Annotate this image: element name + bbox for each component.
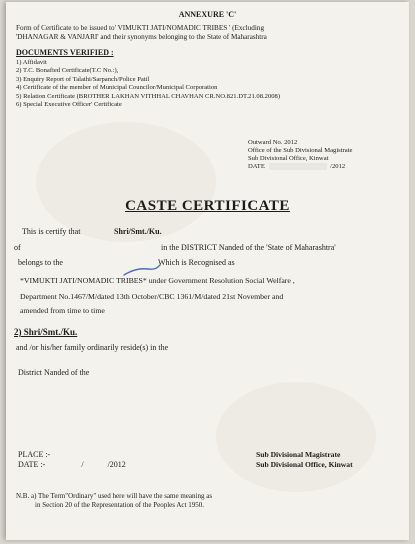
document-item: 6) Special Executive Officer' Certificate [16, 101, 122, 109]
recognised-text: Which is Recognised as [158, 258, 235, 267]
place-label: PLACE :- [18, 450, 51, 459]
note-line-2: in Section 20 of the Representation of the Peoples Act 1950. [35, 501, 204, 509]
department-line: Department No.1467/M/dated 13th October/CBC 1361/M/dated 21st November and [20, 292, 284, 301]
amended-line: amended from time to time [20, 306, 105, 315]
annexure-heading: ANNEXURE 'C' [178, 10, 237, 19]
document-item: 3) Enquiry Report of Talathi/Sarpanch/Police Patil [16, 75, 150, 83]
sdm-title: Sub Divisional Magistrate [256, 450, 341, 459]
sdm-office: Sub Divisional Office, Kinwat [256, 460, 353, 469]
district-nanded-text: District Nanded of the [18, 368, 90, 377]
format-line-2: 'DHANAGAR & VANJARI' and their synonyms belonging to the State of Maharashtra [16, 33, 267, 41]
certificate-page [6, 2, 409, 540]
document-item: 5) Relation Certificate (BROTHER LAKHAN VITHHAL CHAVHAN CR.NO.821.DT.21.08.2008) [16, 92, 281, 100]
documents-heading: DOCUMENTS VERIFIED : [16, 48, 114, 57]
document-item: 4) Certificate of the member of Municipal Councilor/Municipal Corporation [16, 84, 218, 92]
date-line [18, 460, 126, 470]
document-item: 2) T.C. Bonafied Certificate(T.C No.:), [16, 67, 119, 75]
date-label: DATE :- [18, 460, 46, 469]
document-item: 1) Affidavit [16, 59, 47, 66]
date-slash: / [81, 460, 84, 469]
paper-stain [216, 382, 376, 492]
district-text: in the DISTRICT Nanded of the 'State of Maharashtra' [161, 243, 336, 252]
outward-date-label: DATE [248, 163, 265, 171]
outward-date-year: /2012 [330, 163, 346, 171]
outward-block [248, 139, 352, 171]
paper-stain [36, 122, 216, 242]
certify-text: This is certify that [22, 227, 81, 236]
outward-date [248, 163, 352, 171]
tribe-line: *VIMUKTI JATI/NOMADIC TRIBES* under Government Resolution Social Welfare , [20, 276, 295, 285]
format-line-1: Form of Certificate to be issued to' VIMUKTI JATI/NOMADIC TRIBES ' (Excluding [16, 24, 265, 32]
reside-text: and /or his/her family ordinarily reside(s) in the [16, 343, 169, 352]
belongs-text: belongs to the [18, 258, 63, 267]
office-line-2: Sub Divisional Office, Kinwat [248, 155, 329, 162]
sdm-signature-block [256, 450, 353, 470]
shri-label: Shri/Smt./Ku. [114, 227, 162, 236]
section-2-heading: 2) Shri/Smt./Ku. [14, 327, 78, 337]
redacted-date [269, 163, 327, 170]
documents-list [16, 59, 280, 109]
outward-number: Outward No. 2012 [248, 139, 298, 146]
place-date-block [18, 450, 126, 470]
certificate-title: CASTE CERTIFICATE [125, 198, 290, 214]
office-line-1: Office of the Sub Divisional Magistrate [248, 147, 353, 154]
of-text: of [14, 243, 21, 252]
date-year: /2012 [107, 460, 126, 469]
note-line-1: N.B. a) The Term"Ordinary" used here will have the same meaning as [16, 492, 213, 500]
